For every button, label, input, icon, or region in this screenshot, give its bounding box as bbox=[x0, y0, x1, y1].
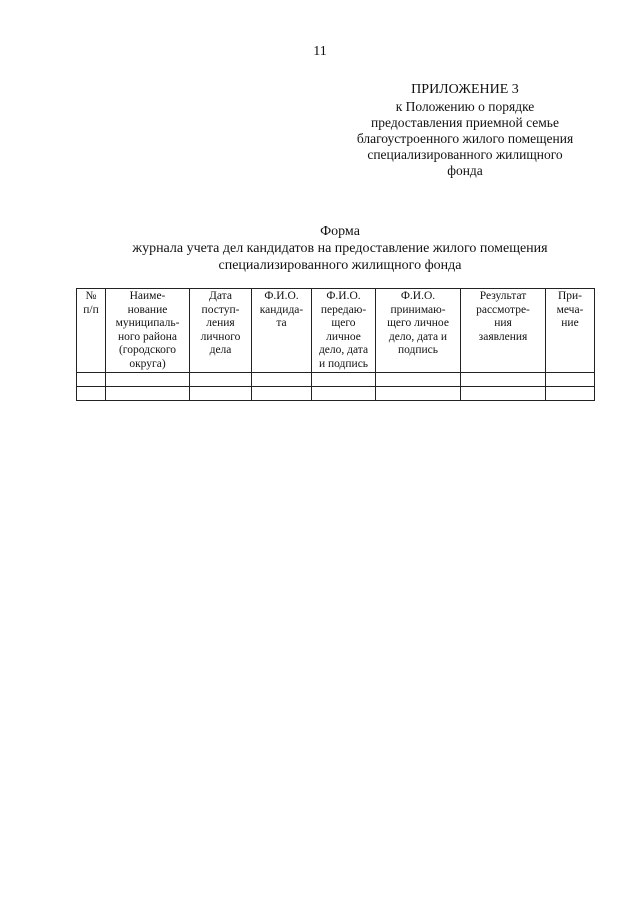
table-cell bbox=[252, 387, 312, 401]
table-cell bbox=[77, 387, 106, 401]
table-cell bbox=[77, 373, 106, 387]
header-cell-district: Наиме- нование муниципаль- ного района (городского округа) bbox=[106, 289, 190, 373]
table-cell bbox=[106, 387, 190, 401]
table-cell bbox=[546, 387, 595, 401]
form-heading bbox=[60, 223, 620, 274]
header-cell-transferrer: Ф.И.О. передаю- щего личное дело, дата и подпись bbox=[312, 289, 376, 373]
header-cell-date-received: Дата поступ- ления личного дела bbox=[190, 289, 252, 373]
table-cell bbox=[190, 373, 252, 387]
table-row bbox=[77, 373, 595, 387]
table-cell bbox=[252, 373, 312, 387]
journal-table bbox=[76, 288, 595, 401]
header-cell-note: При- меча- ние bbox=[546, 289, 595, 373]
table-cell bbox=[312, 387, 376, 401]
header-cell-receiver: Ф.И.О. принимаю- щего личное дело, дата и подпись bbox=[376, 289, 461, 373]
table-cell bbox=[106, 373, 190, 387]
appendix-line: специализированного жилищного bbox=[367, 147, 563, 162]
appendix-block bbox=[300, 82, 630, 179]
table-cell bbox=[461, 373, 546, 387]
form-subtitle-line: специализированного жилищного фонда bbox=[218, 258, 462, 273]
appendix-title: ПРИЛОЖЕНИЕ 3 bbox=[411, 82, 519, 97]
appendix-line: предоставления приемной семье bbox=[371, 115, 559, 130]
header-cell-result: Результат рассмотре- ния заявления bbox=[461, 289, 546, 373]
form-subtitle-line: журнала учета дел кандидатов на предоставление жилого помещения bbox=[132, 241, 548, 256]
appendix-line: к Положению о порядке bbox=[395, 99, 535, 114]
table-cell bbox=[376, 373, 461, 387]
header-cell-number: № п/п bbox=[77, 289, 106, 373]
table-cell bbox=[546, 373, 595, 387]
table-row bbox=[77, 387, 595, 401]
table-cell bbox=[190, 387, 252, 401]
header-cell-candidate-name: Ф.И.О. кандида- та bbox=[252, 289, 312, 373]
appendix-line: благоустроенного жилого помещения bbox=[356, 131, 574, 146]
form-title: Форма bbox=[320, 224, 360, 239]
page-number: 11 bbox=[313, 44, 327, 59]
table-cell bbox=[376, 387, 461, 401]
table-cell bbox=[312, 373, 376, 387]
table-header-row bbox=[77, 289, 595, 373]
table-cell bbox=[461, 387, 546, 401]
appendix-line: фонда bbox=[447, 163, 483, 178]
